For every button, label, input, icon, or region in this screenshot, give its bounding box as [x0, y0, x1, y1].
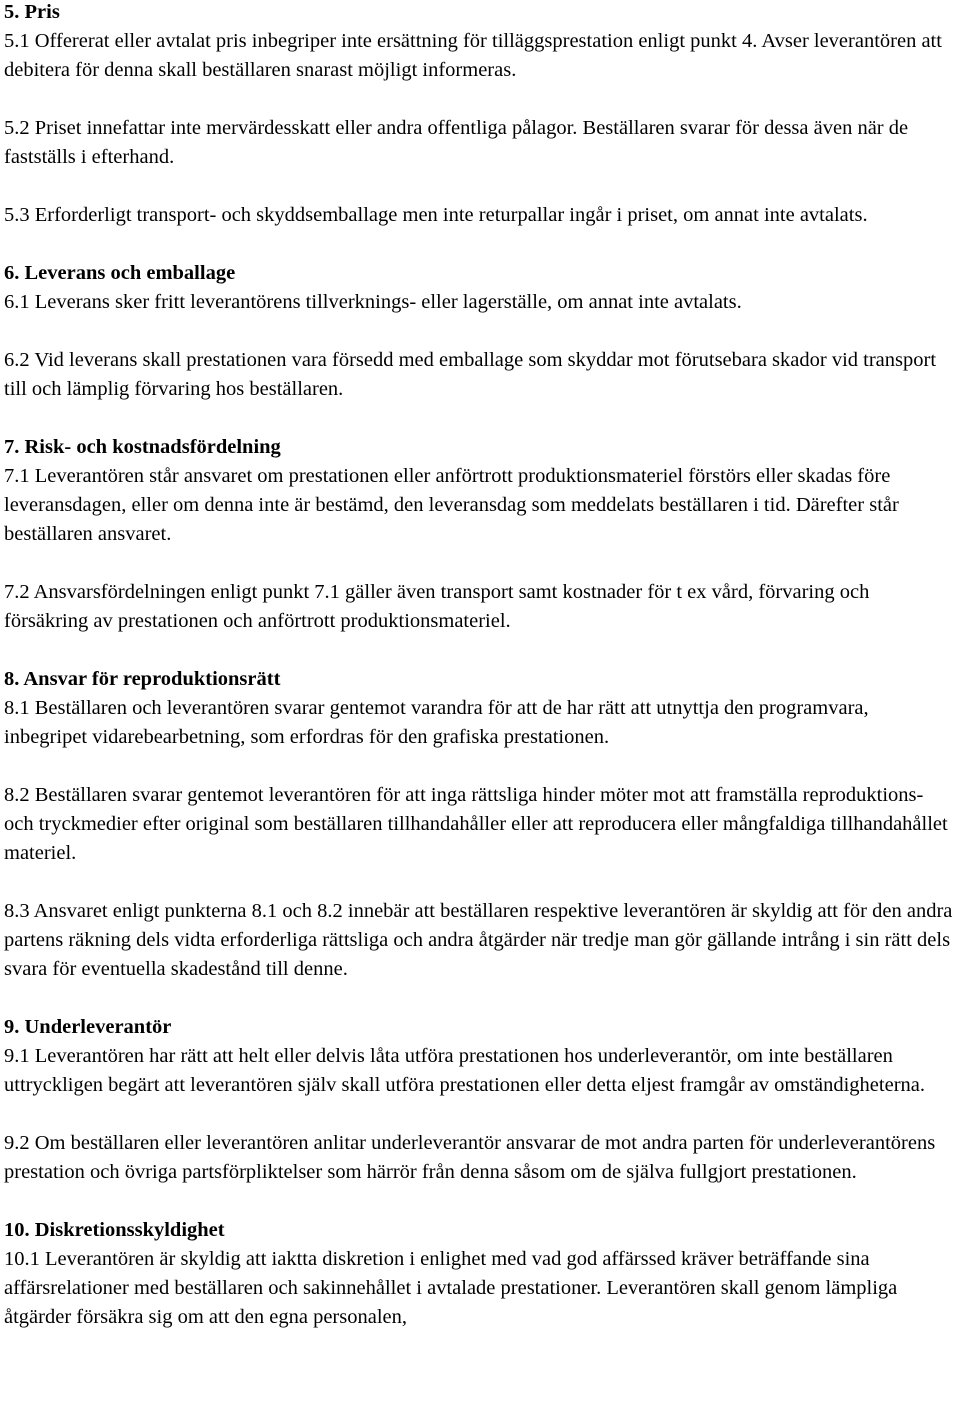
- clause-7-2: 7.2 Ansvarsfördelningen enligt punkt 7.1 gäller även transport samt kostnader för t ex vård, förvaring och försäkring av prestationen och anförtrott produktionsmateriel.: [4, 581, 870, 632]
- clause-7-1: 7.1 Leverantören står ansvaret om prestationen eller anförtrott produktionsmateriel förstörs eller skadas före leveransdagen, eller om denna inte är bestämd, den leveransdag som meddelats beställaren i tid. Därefter står beställaren ansvaret.: [4, 465, 899, 545]
- section-8: [4, 665, 956, 984]
- section-10: [4, 1216, 956, 1332]
- clause-8-1: 8.1 Beställaren och leverantören svarar gentemot varandra för att de har rätt att utnyttja den programvara, inbegripet vidarebearbetning, som erfordras för den grafiska prestationen.: [4, 697, 869, 748]
- section-heading: 8. Ansvar för reproduktionsrätt: [4, 668, 281, 690]
- section-7: [4, 433, 956, 636]
- section-5: [4, 0, 956, 230]
- clause-5-3: 5.3 Erforderligt transport- och skyddsemballage men inte returpallar ingår i priset, om annat inte avtalats.: [4, 204, 868, 226]
- section-9: [4, 1013, 956, 1187]
- clause-8-3: 8.3 Ansvaret enligt punkterna 8.1 och 8.2 innebär att beställaren respektive leverantören är skyldig att för den andra partens räkning dels vidta erforderliga rättsliga och andra åtgärder när tredje man gör gällande intrång i sin rätt dels svara för eventuella skadestånd till denne.: [4, 900, 953, 980]
- section-6: [4, 259, 956, 404]
- document-page: [4, 0, 956, 1332]
- clause-10-1: 10.1 Leverantören är skyldig att iaktta diskretion i enlighet med vad god affärssed kräver beträffande sina affärsrelationer med beställaren och sakinnehållet i avtalade prestationer. Leverantören skall genom lämpliga åtgärder försäkra sig om att den egna personalen,: [4, 1248, 898, 1328]
- section-heading: 7. Risk- och kostnadsfördelning: [4, 436, 281, 458]
- section-heading: 5. Pris: [4, 1, 60, 23]
- clause-9-2: 9.2 Om beställaren eller leverantören anlitar underleverantör ansvarar de mot andra parten för underleverantörens prestation och övriga partsförpliktelser som härrör från denna såsom om de själva fullgjort prestationen.: [4, 1132, 936, 1183]
- clause-8-2: 8.2 Beställaren svarar gentemot leverantören för att inga rättsliga hinder möter mot att framställa reproduktions- och tryckmedier efter original som beställaren tillhandahåller eller att reproducera eller mångfaldiga tillhandahållet materiel.: [4, 784, 948, 864]
- section-heading: 9. Underleverantör: [4, 1016, 172, 1038]
- clause-5-2: 5.2 Priset innefattar inte mervärdesskatt eller andra offentliga pålagor. Beställaren svarar för dessa även när de fastställs i efterhand.: [4, 117, 909, 168]
- section-heading: 6. Leverans och emballage: [4, 262, 236, 284]
- section-heading: 10. Diskretionsskyldighet: [4, 1219, 225, 1241]
- clause-6-2: 6.2 Vid leverans skall prestationen vara försedd med emballage som skyddar mot förutsebara skador vid transport till och lämplig förvaring hos beställaren.: [4, 349, 937, 400]
- clause-9-1: 9.1 Leverantören har rätt att helt eller delvis låta utföra prestationen hos underleverantör, om inte beställaren uttryckligen begärt att leverantören själv skall utföra prestationen eller detta eljest framgår av omständigheterna.: [4, 1045, 925, 1096]
- clause-6-1: 6.1 Leverans sker fritt leverantörens tillverknings- eller lagerställe, om annat inte avtalats.: [4, 291, 742, 313]
- clause-5-1: 5.1 Offererat eller avtalat pris inbegriper inte ersättning för tilläggsprestation enligt punkt 4. Avser leverantören att debitera för denna skall beställaren snarast möjligt informeras.: [4, 30, 942, 81]
